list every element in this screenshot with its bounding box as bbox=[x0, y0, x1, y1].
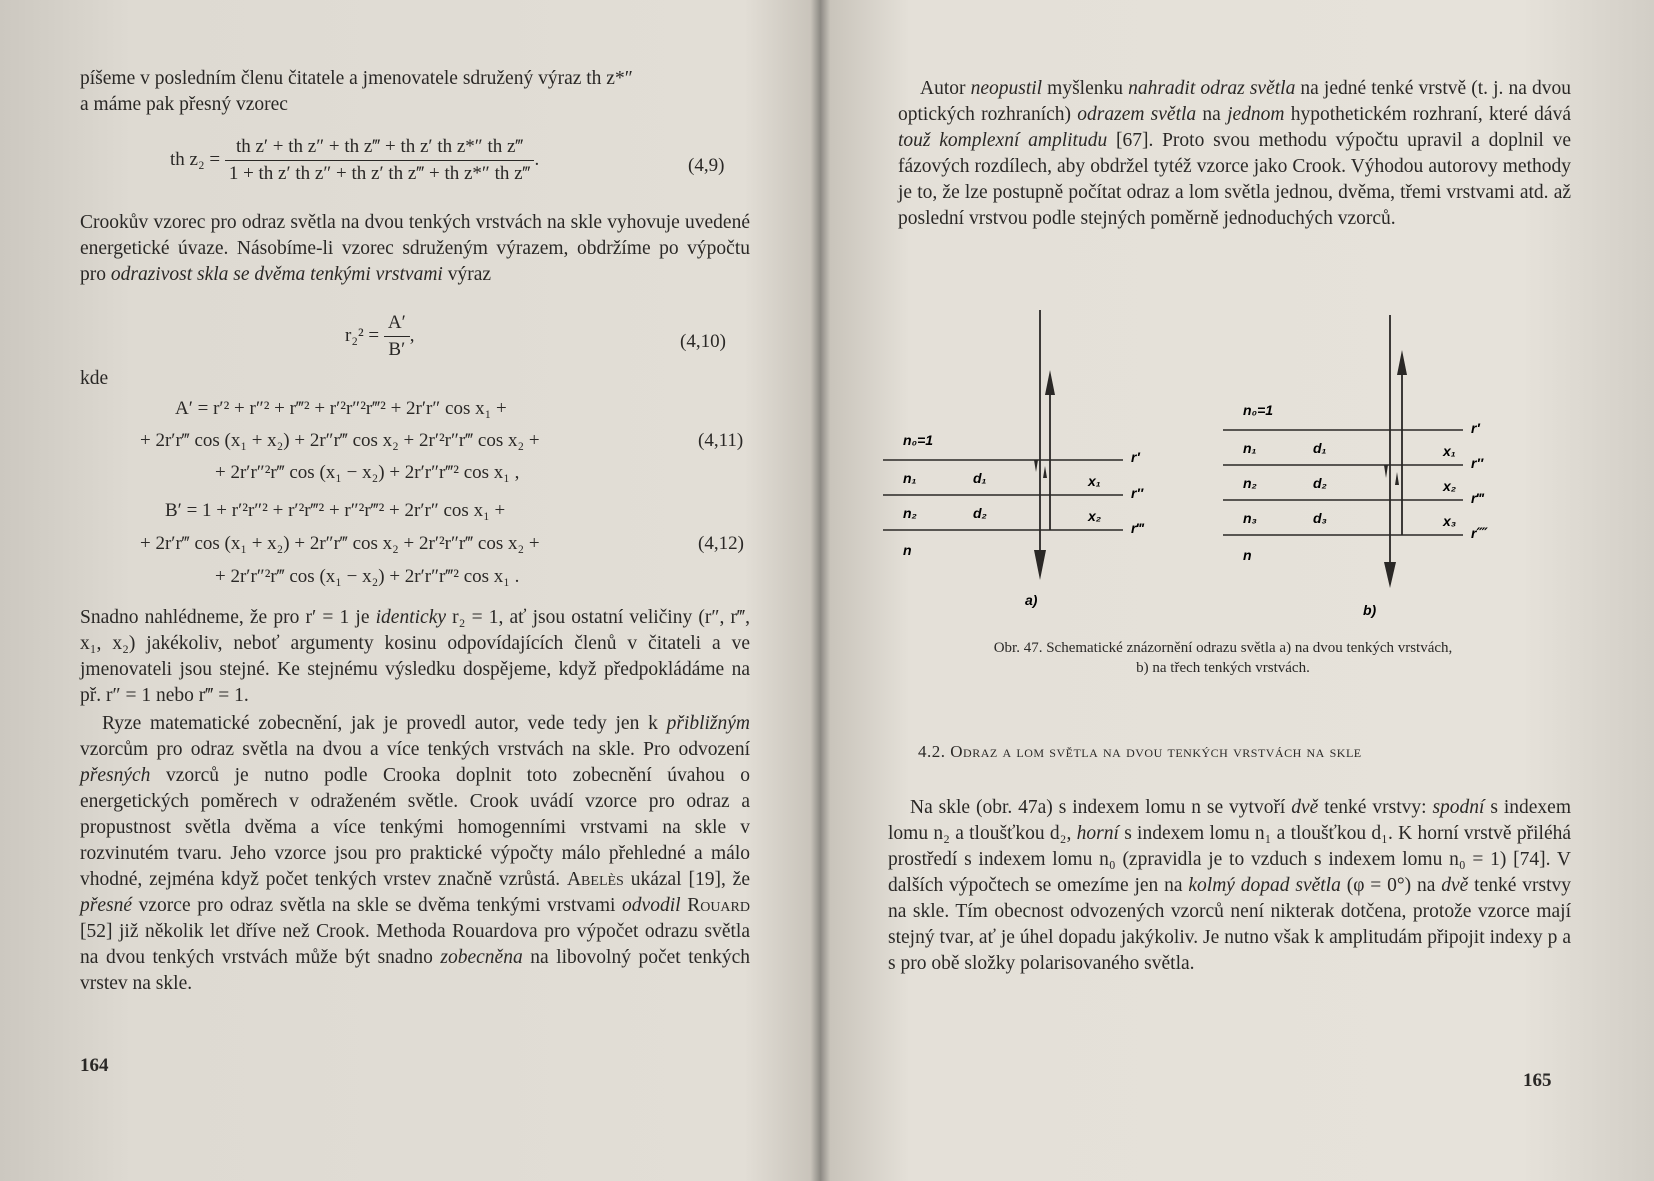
left-page bbox=[0, 0, 815, 1181]
fig-a-n0: n₀=1 bbox=[903, 432, 934, 448]
equation-4-11-line2: + 2r′r‴ cos (x₁ + x₂) + 2r″r‴ cos x₂ + 2r′²r″r‴ cos x₂ + bbox=[140, 430, 540, 451]
fig-a-x2: x₂ bbox=[1088, 508, 1102, 524]
fig-b-n1: n₁ bbox=[1243, 440, 1257, 456]
figure-47 bbox=[823, 300, 1654, 630]
kde-label: kde bbox=[80, 368, 109, 389]
arrow-down-icon bbox=[1384, 562, 1396, 588]
paragraph-two-layers: Na skle (obr. 47a) s indexem lomu n se vytvoří dvě tenké vrstvy: spodní s indexem lomu n₂ a tloušťkou d₂, horní s indexem lomu n₁ a tloušťkou d₁. K horní vrstvě přiléhá prostředí s indexem lomu n₀ (zpravidla je to vzduch s indexem lomu n₀ = 1) [74]. V dalších výpočtech se omezíme jen na kolmý dopad světla (φ = 0°) na dvě tenké vrstvy na skle. Tím obecnost odvozených vzorců není nikterak dotčena, protože vzorce mají stejný tvar, ať je úhel dopadu jakýkoliv. Je nutno však k amplitudám připojit indexy p a s pro obě složky polarisovaného světla. bbox=[888, 797, 1572, 974]
equation-4-9: th z₂ = $\frac{\text{th z′ + th z″ + th z‴ + th z′ th z*″ th z‴}}{\text{1 + th z′ th z″ + th z′ th z‴ + th z*″ th z‴}}$ . bbox=[170, 136, 540, 184]
fig-b-d3: d₃ bbox=[1313, 510, 1327, 526]
figure-47b bbox=[1223, 315, 1488, 618]
paragraph-identity: Snadno nahlédneme, že pro r′ = 1 je identicky r₂ = 1, ať jsou ostatní veličiny (r″, r‴, x₁, x₂) jakékoliv, neboť argumenty kosinu odpovídajících členů v čitateli a ve jmenovateli jsou stejné. Ke stejnému výsledku dospějeme, když předpokládáme na př. r″ = 1 nebo r‴ = 1. bbox=[80, 607, 750, 706]
page-number: 165 bbox=[1523, 1070, 1552, 1091]
equation-number: (4,10) bbox=[680, 331, 726, 352]
page-number: 164 bbox=[80, 1055, 109, 1076]
equation-4-12-line1: B′ = 1 + r′²r″² + r′²r‴² + r″²r‴² + 2r′r″ cos x₁ + bbox=[165, 500, 506, 521]
fig-a-r3: r‴ bbox=[1131, 520, 1144, 536]
arrow-down-icon bbox=[1034, 460, 1038, 472]
fig-b-label: b) bbox=[1363, 602, 1377, 618]
fig-a-r2: r″ bbox=[1131, 485, 1144, 501]
fig-a-d2: d₂ bbox=[973, 505, 987, 521]
fig-b-r4: r⁗ bbox=[1471, 525, 1488, 541]
fig-b-d1: d₁ bbox=[1313, 440, 1327, 456]
fig-b-r1: r′ bbox=[1471, 420, 1480, 436]
fig-a-label: a) bbox=[1025, 592, 1038, 608]
equation-number: (4,9) bbox=[688, 155, 725, 176]
equation-number: (4,11) bbox=[698, 430, 744, 451]
figure-47a bbox=[883, 310, 1144, 608]
equation-4-10: r₂² = $\frac{A'}{B'}$ , bbox=[345, 312, 415, 360]
fig-b-x3: x₃ bbox=[1443, 513, 1457, 529]
fig-b-x2: x₂ bbox=[1443, 478, 1457, 494]
fig-a-r1: r′ bbox=[1131, 449, 1140, 465]
arrow-down-icon bbox=[1034, 550, 1046, 580]
arrow-down-icon bbox=[1384, 465, 1388, 478]
eq49-denominator: 1 + th z′ th z″ + th z′ th z‴ + th z*″ th z‴ bbox=[228, 163, 531, 184]
arrow-up-icon bbox=[1395, 472, 1399, 485]
fig-b-r2: r″ bbox=[1471, 455, 1484, 471]
fig-b-x1: x₁ bbox=[1443, 443, 1456, 459]
fig-b-n2: n₂ bbox=[1243, 475, 1257, 491]
equation-4-11-line1: A′ = r′² + r″² + r‴² + r′²r″²r‴² + 2r′r″ cos x₁ + bbox=[175, 398, 507, 419]
equation-4-12-line2: + 2r′r‴ cos (x₁ + x₂) + 2r″r‴ cos x₂ + 2r′²r″r‴ cos x₂ + bbox=[140, 533, 540, 554]
eq49-numerator: th z′ + th z″ + th z‴ + th z′ th z*″ th z‴ bbox=[225, 136, 535, 161]
paragraph-generalization: Ryze matematické zobecnění, jak je provedl autor, vede tedy jen k přibližným vzorcům pro odraz světla na dvou a více tenkých vrstvách na skle. Pro odvození přesných vzorců je nutno podle Crooka doplnit toto zobecnění úvahou o energetických poměrech v odraženém světle. Crook uvádí vzorce pro odraz a propustnost světla dvěma a více tenkými homogenními vrstvami na skle v rozvinutém tvaru. Jeho vzorce jsou pro praktické výpočty málo přehledné a málo vhodné, zejména když počet tenkých vrstev značně vzrůstá. Abelès ukázal [19], že přesné vzorce pro odraz světla na skle se dvěma tenkými vrstvami odvodil Rouard [52] již několik let dříve než Crook. Methoda Rouardova pro výpočet odrazu světla na dvou tenkých vrstvách může být snadno zobecněna na libovolný počet tenkých vrstev na skle. bbox=[80, 713, 750, 994]
arrow-up-icon bbox=[1045, 370, 1055, 395]
equation-4-11-line3: + 2r′r″²r‴ cos (x₁ − x₂) + 2r′r″r‴² cos x₁ , bbox=[215, 462, 520, 483]
intro-text: píšeme v posledním členu čitatele a jmenovatele sdružený výraz th z*″ a máme pak přesný vzorec bbox=[80, 68, 633, 115]
fig-b-d2: d₂ bbox=[1313, 475, 1327, 491]
equation-4-12-line3: + 2r′r″²r‴ cos (x₁ − x₂) + 2r′r″r‴² cos x₁ . bbox=[215, 566, 520, 587]
arrow-up-icon bbox=[1397, 350, 1407, 375]
fig-a-n1: n₁ bbox=[903, 470, 917, 486]
fig-a-n2: n₂ bbox=[903, 505, 917, 521]
figure-caption: Obr. 47. Schematické znázornění odrazu světla a) na dvou tenkých vrstvách, b) na třech tenkých vrstvách. bbox=[993, 640, 1453, 676]
fig-a-x1: x₁ bbox=[1088, 473, 1101, 489]
fig-b-n: n bbox=[1243, 547, 1252, 563]
fig-a-n: n bbox=[903, 542, 912, 558]
right-page bbox=[823, 0, 1654, 1181]
equation-number: (4,12) bbox=[698, 533, 744, 554]
paragraph-author: Autor neopustil myšlenku nahradit odraz světla na jedné tenké vrstvě (t. j. na dvou optických rozhraních) odrazem světla na jednom hypothetickém rozhraní, které dává touž komplexní amplitudu [67]. Proto svou methodu výpočtu upravil a doplnil ve fázových rozdílech, aby obdržel tytéž vzorce jako Crook. Výhodou autorovy methody je to, že lze postupně počítat odraz a lom světla jednou, dvěma, třemi vrstvami atd. až poslední vrstvou podle stejných poměrně jednoduchých vzorců. bbox=[898, 78, 1571, 229]
fig-a-d1: d₁ bbox=[973, 470, 987, 486]
section-heading: 4.2. Odraz a lom světla na dvou tenkých vrstvách na skle bbox=[918, 742, 1362, 761]
fig-b-n3: n₃ bbox=[1243, 510, 1257, 526]
paragraph-crook: Crookův vzorec pro odraz světla na dvou tenkých vrstvách na skle vyhovuje uvedené energetické úvaze. Násobíme-li vzorec sdruženým výrazem, obdržíme po výpočtu pro odrazivost skla se dvěma tenkými vrstvami výraz bbox=[80, 212, 750, 285]
fig-b-r3: r‴ bbox=[1471, 490, 1484, 506]
arrow-up-icon bbox=[1043, 466, 1047, 478]
fig-b-n0: n₀=1 bbox=[1243, 402, 1274, 418]
